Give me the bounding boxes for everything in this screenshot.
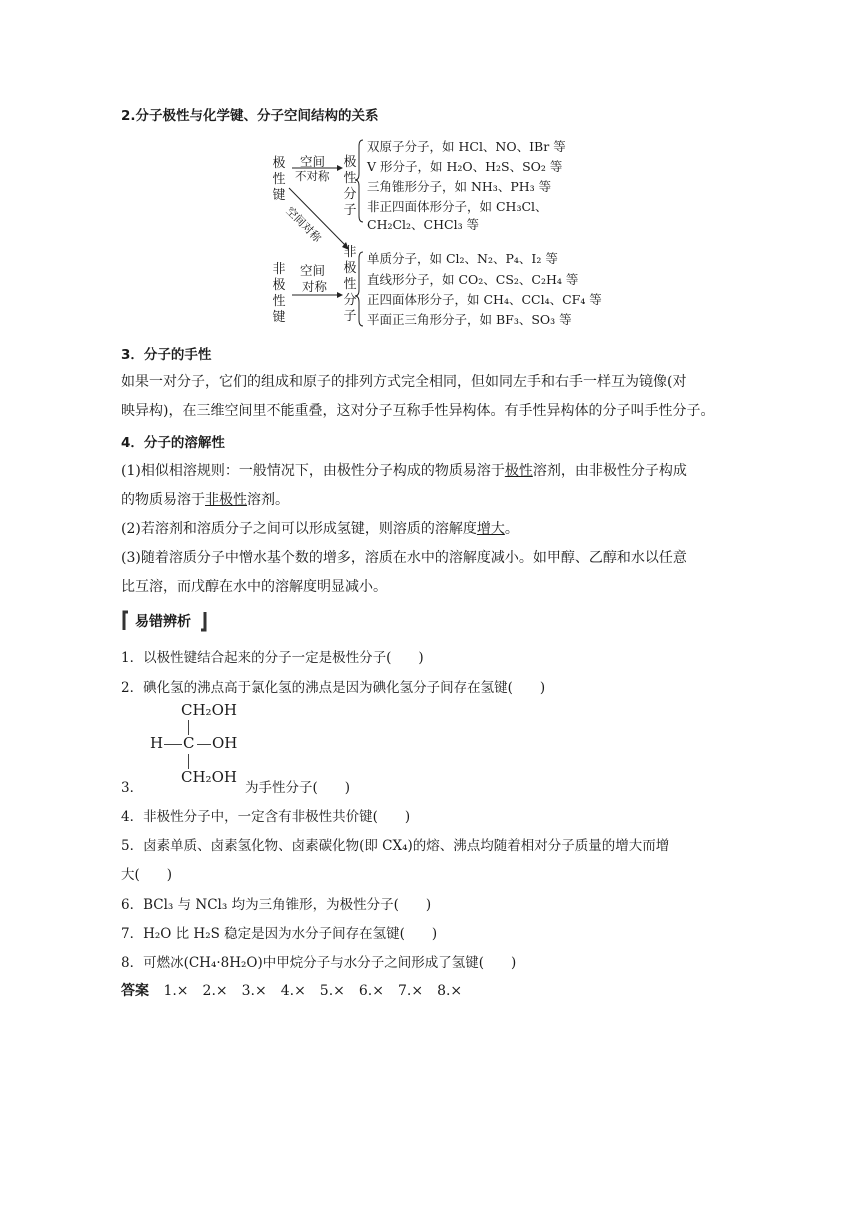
molecule-top: CH₂OH	[181, 701, 237, 719]
nonpolar-molecule-label: 非极性分子	[343, 245, 357, 324]
error-item-4: 4．非极性分子中，一定含有非极性共价键( )	[121, 809, 411, 825]
section4-p1-line2: 的物质易溶于非极性溶剂。	[121, 492, 289, 508]
molecule-oh: OH	[212, 734, 238, 752]
molecule-c: C	[183, 734, 195, 752]
bond-line-top	[188, 720, 189, 735]
polar-item: 非正四面体形分子，如 CH₃Cl、	[367, 199, 548, 214]
error-item-5: 5．卤素单质、卤素氢化物、卤素碳化物(即 CX₄)的熔、沸点均随着相对分子质量的增大而增	[121, 838, 670, 854]
molecule-h: H	[150, 734, 164, 752]
nonpolar-bond-label: 非极性键	[272, 262, 286, 325]
section-title-2: 2.分子极性与化学键、分子空间结构的关系	[121, 108, 379, 124]
polar-item: 双原子分子，如 HCl、NO、IBr 等	[367, 139, 566, 154]
nonpolar-item: 平面正三角形分子，如 BF₃、SO₃ 等	[367, 312, 572, 327]
molecule-bottom: CH₂OH	[181, 768, 237, 786]
arrow-label-symmetric: 对称	[302, 279, 328, 294]
nonpolar-item: 单质分子，如 Cl₂、N₂、P₄、I₂ 等	[367, 251, 558, 266]
error-item-8: 8．可燃冰(CH₄·8H₂O)中甲烷分子与水分子之间形成了氢键( )	[121, 955, 517, 971]
section-title-4: 4．分子的溶解性	[121, 435, 225, 451]
polar-item: 三角锥形分子，如 NH₃、PH₃ 等	[367, 179, 552, 194]
answer-underline: 极性	[504, 463, 533, 479]
section4-p3-line2: 比互溶，而戊醇在水中的溶解度明显减小。	[121, 579, 387, 595]
nonpolar-item: 直线形分子，如 CO₂、CS₂、C₂H₄ 等	[367, 272, 579, 287]
polar-bond-label: 极性键	[272, 156, 286, 203]
section4-p2: (2)若溶剂和溶质分子之间可以形成氢键，则溶质的溶解度增大。	[121, 521, 519, 537]
error-item-6: 6．BCl₃ 与 NCl₃ 均为三角锥形，为极性分子( )	[121, 897, 432, 913]
bond-line-bottom	[188, 754, 189, 769]
polar-molecule-label: 极性分子	[343, 155, 357, 218]
bond-line-left	[164, 744, 182, 745]
arrow-label-asymmetric: 不对称	[295, 169, 330, 183]
error-item-7: 7．H₂O 比 H₂S 稳定是因为水分子间存在氢键( )	[121, 926, 438, 942]
answers-label: 答案	[121, 983, 149, 999]
section-title-3: 3．分子的手性	[121, 347, 212, 363]
section4-p1-line1: (1)相似相溶规则：一般情况下，由极性分子构成的物质易溶于极性溶剂，由非极性分子构成	[121, 463, 687, 479]
error-item-3-number: 3．	[121, 780, 144, 796]
answer-underline: 非极性	[205, 492, 247, 508]
answers-line	[121, 980, 462, 1000]
arrow-label-space-2: 空间	[300, 263, 326, 278]
nonpolar-item: 正四面体形分子，如 CH₄、CCl₄、CF₄ 等	[367, 292, 602, 307]
section3-line: 映异构)，在三维空间里不能重叠，这对分子互称手性异构体。有手性异构体的分子叫手性分子。	[121, 403, 715, 419]
error-item-2: 2．碘化氢的沸点高于氯化氢的沸点是因为碘化氢分子间存在氢键( )	[121, 680, 546, 696]
polar-item: V 形分子，如 H₂O、H₂S、SO₂ 等	[367, 159, 563, 174]
answer-underline: 增大	[476, 521, 505, 537]
polar-item: CH₂Cl₂、CHCl₃ 等	[367, 217, 480, 232]
answers-values: 1.× 2.× 3.× 4.× 5.× 6.× 7.× 8.×	[163, 983, 463, 999]
error-item-5-cont: 大( )	[121, 867, 173, 883]
diagonal-label-space-symmetric: 空间对称	[283, 204, 324, 245]
section4-p3-line1: (3)随着溶质分子中憎水基个数的增多，溶质在水中的溶解度减小。如甲醇、乙醇和水以任意	[121, 550, 687, 566]
error-item-1: 1．以极性键结合起来的分子一定是极性分子( )	[121, 650, 424, 666]
bond-line-right	[197, 744, 211, 745]
arrow-label-space: 空间	[300, 154, 326, 169]
section3-line: 如果一对分子，它们的组成和原子的排列方式完全相同，但如同左手和右手一样互为镜像(对	[121, 374, 687, 390]
error-item-3: 为手性分子( )	[245, 780, 351, 796]
